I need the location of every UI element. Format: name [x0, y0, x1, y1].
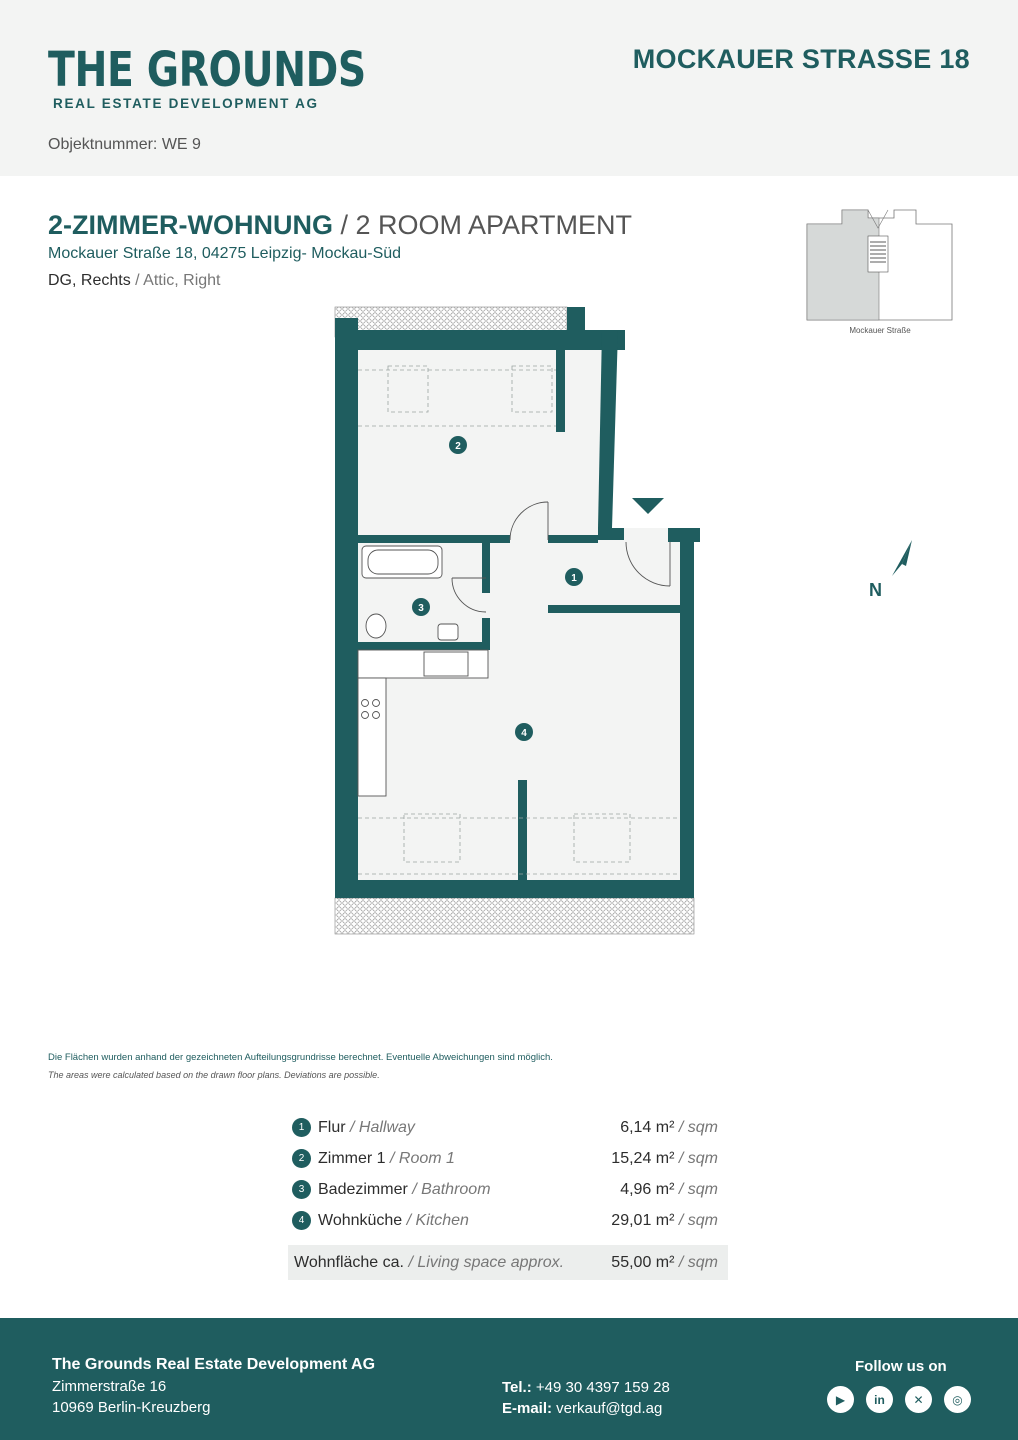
area-unit: / sqm — [674, 1212, 718, 1229]
area-name — [318, 1143, 455, 1174]
area-number-badge: 3 — [292, 1180, 311, 1199]
object-number: Objektnummer: WE 9 — [48, 136, 201, 153]
area-name-en: / Room 1 — [385, 1150, 455, 1167]
floor-plan — [330, 300, 710, 940]
linkedin-icon[interactable]: in — [866, 1386, 893, 1413]
area-table — [288, 1112, 728, 1280]
area-row — [288, 1205, 728, 1236]
instagram-icon[interactable]: ◎ — [944, 1386, 971, 1413]
footer-city: 10969 Berlin-Kreuzberg — [52, 1399, 211, 1416]
apartment-title-en: / 2 ROOM APARTMENT — [332, 210, 633, 240]
apartment-title-de: 2-ZIMMER-WOHNUNG — [48, 210, 333, 240]
xing-icon[interactable]: ✕ — [905, 1386, 932, 1413]
area-name-de: Wohnküche — [318, 1212, 403, 1229]
area-name — [318, 1205, 469, 1236]
area-note-de: Die Flächen wurden anhand der gezeichneten Aufteilungsgrundrisse berechnet. Eventuelle Abweichungen sind möglich. — [48, 1052, 553, 1063]
area-name-de: Flur — [318, 1119, 346, 1136]
area-number-badge: 2 — [292, 1149, 311, 1168]
area-unit: / sqm — [674, 1150, 718, 1167]
area-note-en: The areas were calculated based on the drawn floor plans. Deviations are possible. — [48, 1070, 380, 1080]
building-address-title: MOCKAUER STRASSE 18 — [632, 44, 970, 74]
room-label-4: 4 — [521, 728, 527, 739]
total-area-name — [294, 1245, 564, 1280]
total-name-en: / Living space approx. — [404, 1254, 565, 1271]
area-number-badge: 4 — [292, 1211, 311, 1230]
area-value — [620, 1112, 718, 1143]
area-name-en: / Kitchen — [402, 1212, 469, 1229]
footer-street: Zimmerstraße 16 — [52, 1378, 167, 1395]
area-value-number: 15,24 m² — [611, 1150, 675, 1167]
page-footer — [0, 1318, 1018, 1440]
company-logo-subtitle: REAL ESTATE DEVELOPMENT AG — [53, 96, 319, 111]
footer-company: The Grounds Real Estate Development AG — [52, 1356, 376, 1373]
email-link[interactable]: verkauf@tgd.ag — [552, 1400, 663, 1417]
total-area-value — [611, 1245, 718, 1280]
total-value-number: 55,00 m² — [611, 1254, 675, 1271]
area-unit: / sqm — [674, 1181, 718, 1198]
north-label: N — [869, 580, 882, 600]
area-value — [620, 1174, 718, 1205]
room-label-1: 1 — [571, 573, 577, 584]
area-value-number: 29,01 m² — [611, 1212, 675, 1229]
area-number-badge: 1 — [292, 1118, 311, 1137]
email-label: E-mail: — [502, 1400, 553, 1417]
phone-number[interactable]: +49 30 4397 159 28 — [531, 1379, 670, 1396]
area-name — [318, 1174, 491, 1205]
area-value — [611, 1205, 718, 1236]
floor-en: / Attic, Right — [130, 272, 221, 289]
footer-email — [502, 1400, 662, 1417]
company-logo: THE GROUNDS — [48, 42, 366, 98]
area-row — [288, 1112, 728, 1143]
area-unit: / sqm — [674, 1119, 718, 1136]
follow-us-label: Follow us on — [855, 1358, 947, 1375]
room-label-2: 2 — [455, 441, 461, 452]
total-name-de: Wohnfläche ca. — [294, 1254, 404, 1271]
total-area-row — [288, 1245, 728, 1280]
area-name-en: / Hallway — [345, 1119, 415, 1136]
area-name-en: / Bathroom — [407, 1181, 491, 1198]
area-row — [288, 1143, 728, 1174]
area-name — [318, 1112, 415, 1143]
apartment-floor — [48, 272, 221, 290]
area-value — [611, 1143, 718, 1174]
area-value-number: 6,14 m² — [620, 1119, 675, 1136]
page-header — [0, 0, 1018, 176]
footer-phone — [502, 1379, 670, 1396]
area-name-de: Badezimmer — [318, 1181, 408, 1198]
key-plan — [806, 206, 954, 338]
floor-de: DG, Rechts — [48, 272, 131, 289]
phone-label: Tel.: — [502, 1379, 532, 1396]
area-row — [288, 1174, 728, 1205]
apartment-title — [48, 210, 632, 241]
room-label-3: 3 — [418, 603, 424, 614]
area-name-de: Zimmer 1 — [318, 1150, 386, 1167]
youtube-icon[interactable]: ▶ — [827, 1386, 854, 1413]
key-plan-street-label: Mockauer Straße — [849, 326, 911, 335]
area-value-number: 4,96 m² — [620, 1181, 675, 1198]
total-unit: / sqm — [674, 1254, 718, 1271]
apartment-address: Mockauer Straße 18, 04275 Leipzig- Mockau-Süd — [48, 245, 402, 262]
